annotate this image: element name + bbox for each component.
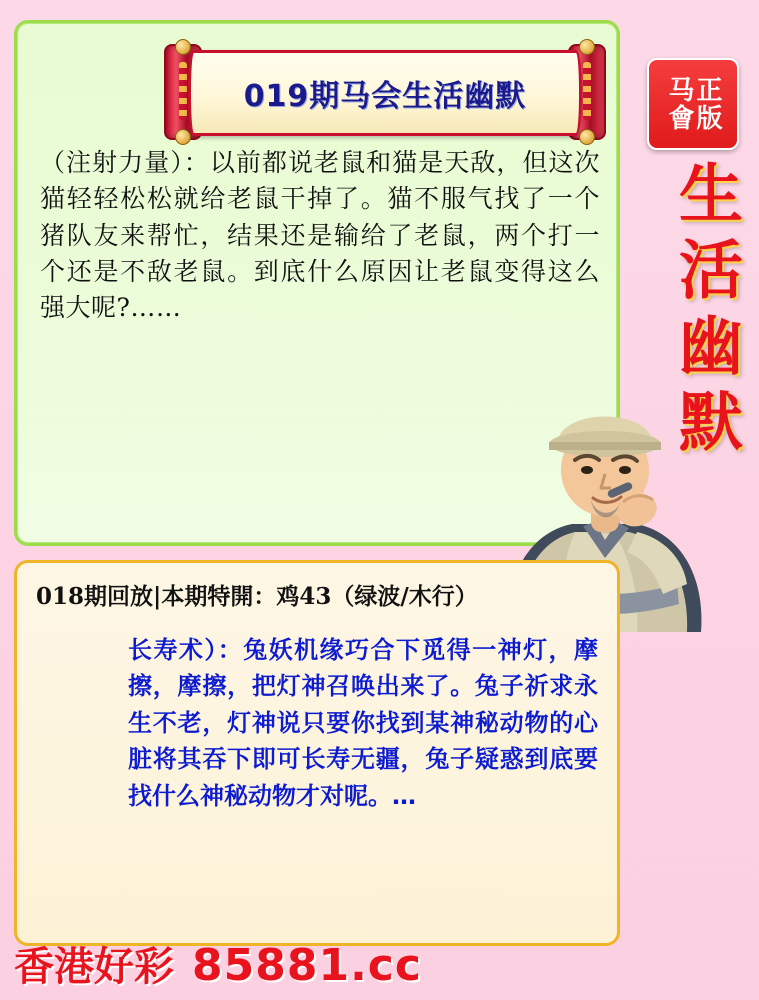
banner-sheet [188,50,582,136]
scroll-knob-icon [579,129,595,145]
scroll-knob-icon [175,39,191,55]
scroll-knob-icon [175,129,191,145]
banner-title: 019期马会生活幽默 [243,79,527,114]
title-banner [160,40,610,140]
stamp-inner [666,76,720,132]
top-riddle-text: （注射力量）：以前都说老鼠和猫是天敌，但这次猫轻轻松松就给老鼠干掉了。猫不服气找了一个猪队友来帮忙，结果还是输给了老鼠，两个打一个还是不敌老鼠。到底什么原因让老鼠变得这么强大呢?…… [40,148,600,322]
footer-url[interactable]: 85881.cc [192,940,422,991]
scroll-stripe-icon [179,62,187,120]
bottom-riddle-text: 长寿术）：兔妖机缘巧合下觅得一神灯，摩擦，摩擦，把灯神召唤出来了。兔子祈求永生不老，灯神说只要你找到某神秘动物的心脏将其吞下即可长寿无疆，兔子疑惑到底要找什么神秘动物才对呢。… [128,636,598,810]
scroll-knob-icon [579,39,595,55]
stamp-text-col2: 马會 [664,76,694,132]
footer-brand: 香港好彩 [14,944,174,990]
scroll-stripe-icon [583,62,591,120]
official-stamp [647,58,739,150]
vertical-title: 生活幽默 [668,160,742,464]
bottom-section-header: 018期回放|本期特開：鸡43（绿波/木行） [36,583,478,610]
footer [14,935,422,992]
stamp-text-col1: 正版 [692,76,722,132]
